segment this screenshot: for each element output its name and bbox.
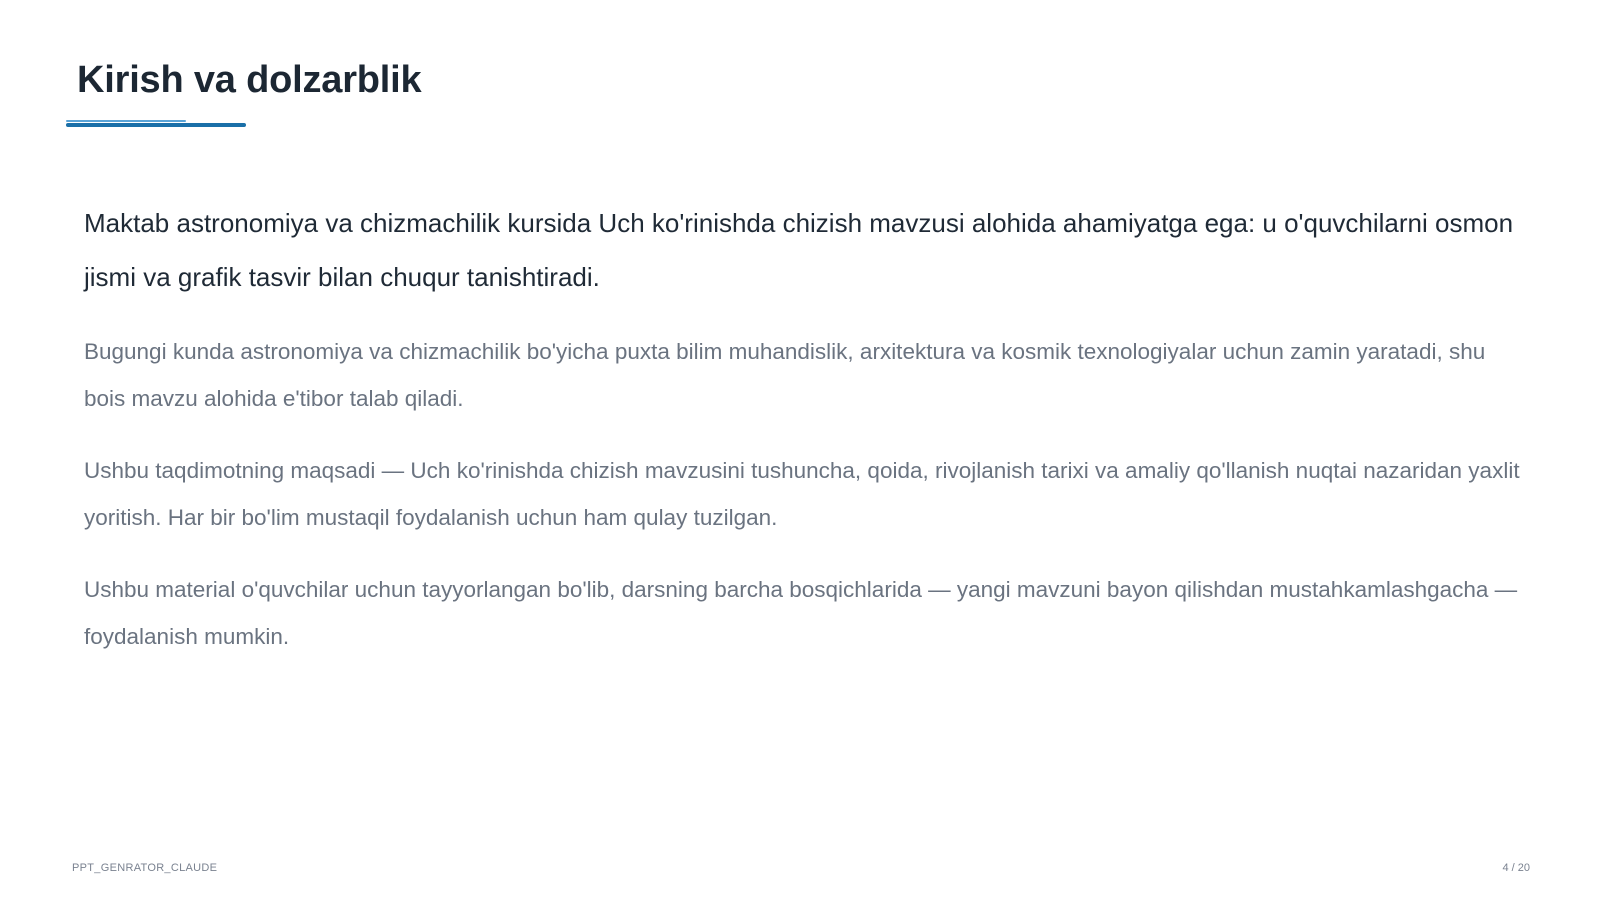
title-underline — [66, 123, 246, 127]
title-underline-highlight — [66, 120, 186, 122]
slide-title: Kirish va dolzarblik — [77, 59, 422, 101]
footer-brand: PPT_GENRATOR_CLAUDE — [72, 862, 218, 874]
slide-content — [84, 196, 1524, 685]
page-indicator: 4 / 20 — [1502, 862, 1530, 874]
body-paragraph-2: Ushbu taqdimotning maqsadi — Uch ko'rinishda chizish mavzusini tushuncha, qoida, rivojlanish tarixi va amaliy qo'llanish nuqtai nazaridan yaxlit yoritish. Har bir bo'lim mustaqil foydalanish uchun ham qulay tuzilgan. — [84, 458, 1520, 530]
body-paragraph-1: Bugungi kunda astronomiya va chizmachilik bo'yicha puxta bilim muhandislik, arxitektura va kosmik texnologiyalar uchun zamin yaratadi, shu bois mavzu alohida e'tibor talab qiladi. — [84, 339, 1486, 411]
body-paragraph-3: Ushbu material o'quvchilar uchun tayyorlangan bo'lib, darsning barcha bosqichlarida — yangi mavzuni bayon qilishdan mustahkamlashgacha — foydalanish mumkin. — [84, 577, 1518, 649]
lead-paragraph: Maktab astronomiya va chizmachilik kursida Uch ko'rinishda chizish mavzusi alohida ahamiyatga ega: u o'quvchilarni osmon jismi va grafik tasvir bilan chuqur tanishtiradi. — [84, 208, 1514, 292]
